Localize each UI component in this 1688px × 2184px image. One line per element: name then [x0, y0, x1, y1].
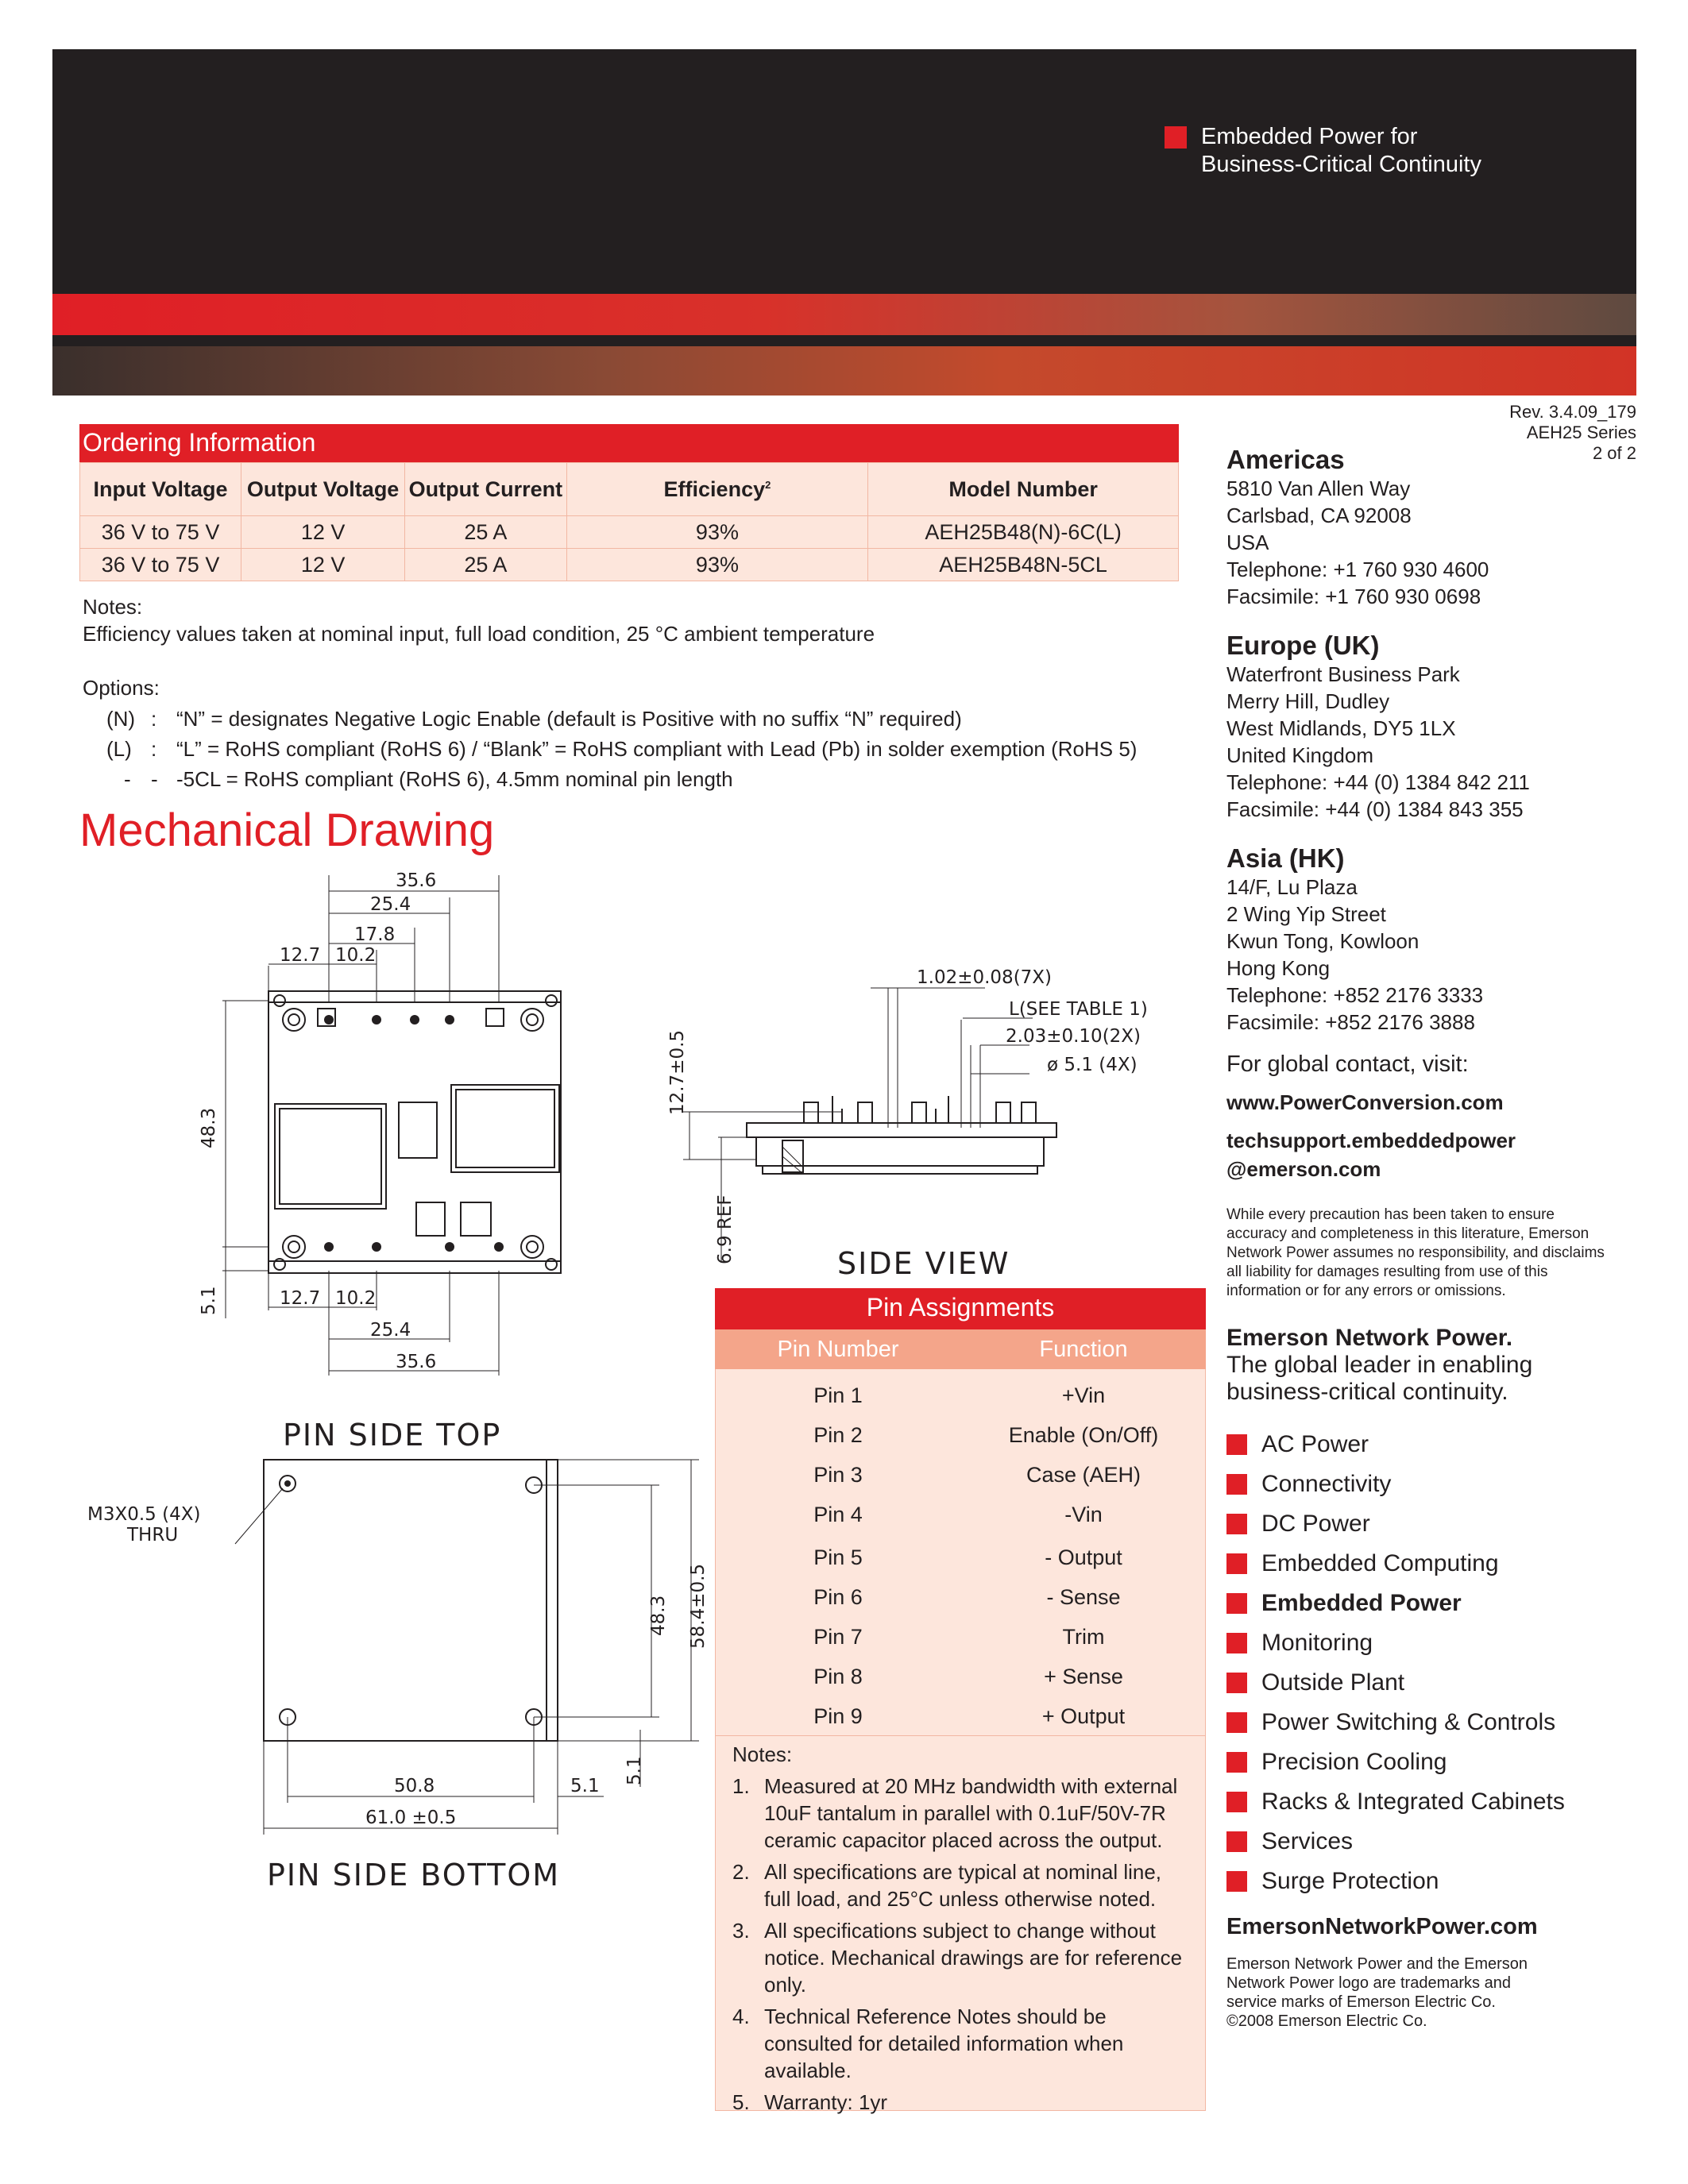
- pin-function: + Sense: [1044, 1665, 1123, 1688]
- table-row: [715, 1658, 1206, 1698]
- pin-number-header: Pin Number: [777, 1337, 899, 1362]
- table-row: [715, 1579, 1206, 1619]
- slogan-line: business-critical continuity.: [1226, 1379, 1508, 1405]
- pin-number: Pin 6: [813, 1585, 863, 1609]
- dim-5-1-bottom: 5.1: [570, 1776, 600, 1796]
- asia-title: Asia (HK): [1226, 843, 1345, 873]
- product-label: Surge Protection: [1261, 1868, 1439, 1894]
- dim-pin-length: L(SEE TABLE 1): [1009, 999, 1148, 1020]
- pin-function: -Vin: [1064, 1503, 1103, 1526]
- col-output-voltage: Output Voltage: [241, 463, 405, 516]
- americas-address: [1226, 475, 1624, 610]
- pin-number: Pin 1: [813, 1383, 863, 1407]
- table-cell: AEH25B48N-5CL: [868, 549, 1179, 581]
- table-row: [715, 1539, 1206, 1579]
- ordering-title: Ordering Information: [83, 428, 316, 457]
- note-line: All specifications are typical at nominal line,: [764, 1860, 1162, 1884]
- table-row: [715, 1496, 1206, 1536]
- address-line: 14/F, Lu Plaza: [1226, 875, 1358, 899]
- red-square-icon: [1226, 1514, 1247, 1534]
- address-line: Merry Hill, Dudley: [1226, 689, 1390, 713]
- pin-function: Enable (On/Off): [1008, 1423, 1159, 1447]
- pin-number: Pin 2: [813, 1423, 863, 1447]
- pin-function: - Sense: [1046, 1585, 1121, 1609]
- americas-title: Americas: [1226, 445, 1345, 474]
- note-line: Technical Reference Notes should be: [764, 2005, 1107, 2028]
- pin-note: [732, 1917, 1201, 1998]
- disclaimer: [1226, 1206, 1624, 1301]
- global-contact-label: For global contact, visit:: [1226, 1051, 1469, 1077]
- option-sep: -: [151, 767, 158, 791]
- red-square-icon: [1226, 1831, 1247, 1852]
- option-sep: :: [151, 737, 157, 761]
- note-line: full load, and 25°C unless otherwise noted.: [764, 1887, 1157, 1911]
- pin-assignments-title: Pin Assignments: [866, 1293, 1055, 1322]
- fax-line: Facsimile: +1 760 930 0698: [1226, 585, 1481, 608]
- red-square-icon: [1226, 1673, 1247, 1693]
- ordering-notes-label: Notes:: [83, 595, 143, 619]
- product-label: Embedded Computing: [1261, 1550, 1499, 1576]
- note-line: only.: [764, 1973, 806, 1997]
- pin-function: +Vin: [1061, 1383, 1106, 1407]
- phone-line: Telephone: +44 (0) 1384 842 211: [1226, 770, 1530, 794]
- note-line: notice. Mechanical drawings are for reference: [764, 1946, 1183, 1970]
- pin-number: Pin 4: [813, 1503, 863, 1526]
- table-cell: AEH25B48(N)-6C(L): [868, 516, 1179, 549]
- efficiency-footnote: 2: [765, 478, 771, 491]
- product-list: [1226, 1430, 1624, 1906]
- pin-function: - Output: [1045, 1545, 1122, 1569]
- trademark-line: Network Power logo are trademarks and: [1226, 1974, 1511, 1992]
- slogan-line: The global leader in enabling: [1226, 1352, 1533, 1378]
- pin-note: [732, 1773, 1201, 1854]
- option-text: “L” = RoHS compliant (RoHS 6) / “Blank” = RoHS compliant with Lead (Pb) in solder exemption (RoHS 5): [176, 737, 1138, 761]
- address-line: USA: [1226, 531, 1269, 554]
- top-view-outline: [268, 991, 561, 1273]
- page-number: 2 of 2: [1592, 443, 1636, 463]
- note-line: All specifications subject to change without: [764, 1919, 1156, 1943]
- red-square-icon: [1226, 1712, 1247, 1733]
- product-label: Connectivity: [1261, 1471, 1392, 1497]
- brand-name: Emerson Network Power.: [1226, 1325, 1513, 1351]
- pin-number: Pin 3: [813, 1463, 863, 1487]
- address-line: 5810 Van Allen Way: [1226, 477, 1411, 500]
- list-item[interactable]: [1226, 1430, 1624, 1469]
- table-cell: 12 V: [241, 516, 405, 549]
- disclaimer-line: Network Power assumes no responsibility, and disclaims: [1226, 1244, 1605, 1261]
- tagline-line: Embedded Power for: [1201, 124, 1418, 149]
- table-cell: 93%: [566, 549, 868, 581]
- header-tagline: [1201, 123, 1481, 179]
- options-label: Options:: [83, 676, 160, 700]
- thread-callout: M3X0.5 (4X): [87, 1504, 201, 1525]
- dim-ref-side: 6.9 REF: [715, 1194, 736, 1264]
- address-line: 2 Wing Yip Street: [1226, 902, 1386, 926]
- pin-note: [732, 1858, 1201, 1912]
- table-cell: 25 A: [405, 516, 567, 549]
- pin-function: + Output: [1041, 1704, 1126, 1728]
- email-line: techsupport.embeddedpower: [1226, 1129, 1516, 1152]
- dim-61-0: 61.0 ±0.5: [365, 1808, 457, 1828]
- dim-10-2-top: 10.2: [335, 945, 377, 966]
- dim-pin-diameter: 1.02±0.08(7X): [917, 967, 1053, 988]
- table-row: [715, 1457, 1206, 1496]
- pin-number: Pin 8: [813, 1665, 863, 1688]
- dim-5-1-top: 5.1: [199, 1286, 219, 1315]
- red-square-icon: [1226, 1633, 1247, 1653]
- dim-height-side: 12.7±0.5: [667, 1029, 688, 1115]
- col-efficiency-label: Efficiency: [663, 477, 766, 501]
- address-line: Kwun Tong, Kowloon: [1226, 929, 1420, 953]
- dim-35-6-top: 35.6: [396, 870, 437, 891]
- product-label: Power Switching & Controls: [1261, 1709, 1556, 1735]
- product-label: AC Power: [1261, 1431, 1369, 1457]
- dim-large-pin: 2.03±0.10(2X): [1006, 1026, 1141, 1047]
- rev-number: Rev. 3.4.09_179: [1509, 402, 1636, 422]
- pin-notes-divider: [715, 1735, 1206, 1736]
- pin-note: [732, 2089, 1201, 2116]
- list-item[interactable]: [1226, 1509, 1624, 1549]
- red-square-icon: [1226, 1434, 1247, 1455]
- table-cell: 36 V to 75 V: [80, 549, 241, 581]
- brand-website-link[interactable]: EmersonNetworkPower.com: [1226, 1914, 1538, 1939]
- dim-10-2-bottom: 10.2: [335, 1288, 377, 1309]
- list-item[interactable]: [1226, 1549, 1624, 1588]
- dim-17-8-top: 17.8: [354, 924, 396, 945]
- series-name: AEH25 Series: [1526, 423, 1636, 442]
- option-code: -: [124, 767, 131, 791]
- address-line: Waterfront Business Park: [1226, 662, 1460, 686]
- list-item[interactable]: [1226, 1707, 1624, 1747]
- thread-callout-thru: THRU: [127, 1525, 179, 1545]
- note-number: 1.: [732, 1774, 750, 1798]
- dim-48-3-top: 48.3: [199, 1107, 219, 1148]
- note-line: consulted for detailed information when: [764, 2032, 1124, 2055]
- trademark-line: ©2008 Emerson Electric Co.: [1226, 2012, 1427, 2030]
- contact-column: [1226, 445, 1624, 2031]
- address-line: United Kingdom: [1226, 743, 1373, 767]
- asia-address: [1226, 874, 1624, 1036]
- note-line: ceramic capacitor placed across the output.: [764, 1828, 1163, 1852]
- red-square-icon: [1226, 1553, 1247, 1574]
- dim-48-3-bottom: 48.3: [648, 1595, 669, 1636]
- trademark-notice: [1226, 1954, 1624, 2031]
- europe-title: Europe (UK): [1226, 631, 1380, 660]
- pin-number: Pin 9: [813, 1704, 863, 1728]
- red-square-icon: [1226, 1474, 1247, 1495]
- disclaimer-line: While every precaution has been taken to ensure: [1226, 1206, 1555, 1223]
- table-row: [715, 1417, 1206, 1457]
- mechanical-drawing-title: Mechanical Drawing: [79, 805, 495, 856]
- table-row: [715, 1377, 1206, 1417]
- tagline-line: Business-Critical Continuity: [1201, 152, 1481, 177]
- note-line: 10uF tantalum in parallel with 0.1uF/50V-7R: [764, 1801, 1166, 1825]
- phone-line: Telephone: +852 2176 3333: [1226, 983, 1484, 1007]
- note-number: 5.: [732, 2090, 750, 2114]
- europe-address: [1226, 661, 1624, 823]
- disclaimer-line: all liability for damages resulting from use of this: [1226, 1264, 1548, 1280]
- note-number: 2.: [732, 1860, 750, 1884]
- note-number: 4.: [732, 2005, 750, 2028]
- pin-function: Case (AEH): [1026, 1463, 1141, 1487]
- top-view-caption: PIN SIDE TOP: [283, 1418, 502, 1453]
- trademark-line: service marks of Emerson Electric Co.: [1226, 1993, 1496, 2011]
- website-link[interactable]: www.PowerConversion.com: [1226, 1090, 1504, 1114]
- product-label: Monitoring: [1261, 1630, 1373, 1656]
- dim-50-8: 50.8: [394, 1776, 435, 1796]
- address-line: Hong Kong: [1226, 956, 1331, 980]
- col-output-current: Output Current: [405, 463, 567, 516]
- option-text: “N” = designates Negative Logic Enable (default is Positive with no suffix “N” required): [176, 707, 962, 731]
- list-item[interactable]: [1226, 1588, 1624, 1628]
- note-line: available.: [764, 2059, 852, 2082]
- pin-note: [732, 2003, 1201, 2084]
- address-line: Carlsbad, CA 92008: [1226, 504, 1412, 527]
- option-code: (L): [106, 737, 132, 761]
- side-view-caption: SIDE VIEW: [837, 1246, 1010, 1281]
- phone-line: Telephone: +1 760 930 4600: [1226, 558, 1489, 581]
- dim-25-4-bottom: 25.4: [370, 1320, 411, 1341]
- col-input-voltage: Input Voltage: [80, 463, 241, 516]
- disclaimer-line: accuracy and completeness in this literature, Emerson: [1226, 1225, 1590, 1242]
- list-item[interactable]: [1226, 1787, 1624, 1827]
- pin-number: Pin 7: [813, 1625, 863, 1649]
- product-label: Precision Cooling: [1261, 1749, 1447, 1775]
- product-label: DC Power: [1261, 1511, 1370, 1537]
- fax-line: Facsimile: +852 2176 3888: [1226, 1010, 1475, 1034]
- red-square-icon: [1226, 1593, 1247, 1614]
- product-label: Racks & Integrated Cabinets: [1261, 1788, 1565, 1815]
- list-item[interactable]: [1226, 1747, 1624, 1787]
- dim-standoff-diameter: ø 5.1 (4X): [1047, 1055, 1138, 1075]
- ordering-notes-text: Efficiency values taken at nominal input, full load condition, 25 °C ambient temperature: [83, 622, 875, 646]
- list-item[interactable]: [1226, 1668, 1624, 1707]
- side-view-board: [756, 1137, 1044, 1166]
- list-item[interactable]: [1226, 1628, 1624, 1668]
- dim-25-4-top: 25.4: [370, 894, 411, 915]
- note-line: Warranty: 1yr: [764, 2090, 888, 2114]
- disclaimer-line: information or for any errors or omissions.: [1226, 1283, 1506, 1299]
- support-email-link[interactable]: [1226, 1126, 1624, 1183]
- table-row: [715, 1619, 1206, 1658]
- red-square-icon: [1226, 1792, 1247, 1812]
- dim-12-7-top: 12.7: [280, 945, 321, 966]
- table-cell: 36 V to 75 V: [80, 516, 241, 549]
- dim-58-4-bottom: 58.4±0.5: [688, 1563, 709, 1649]
- bottom-view-outline: [264, 1460, 558, 1741]
- table-row: [715, 1698, 1206, 1738]
- option-code: (N): [106, 707, 136, 731]
- pin-notes-label: Notes:: [732, 1742, 793, 1766]
- dim-5-1-side: 5.1: [624, 1756, 645, 1785]
- note-line: Measured at 20 MHz bandwidth with external: [764, 1774, 1178, 1798]
- dim-12-7-bottom: 12.7: [280, 1288, 321, 1309]
- table-cell: 93%: [566, 516, 868, 549]
- product-label-active: Embedded Power: [1261, 1590, 1462, 1616]
- fax-line: Facsimile: +44 (0) 1384 843 355: [1226, 797, 1524, 821]
- bottom-view-caption: PIN SIDE BOTTOM: [267, 1858, 561, 1893]
- table-cell: 12 V: [241, 549, 405, 581]
- note-number: 3.: [732, 1919, 750, 1943]
- pin-number: Pin 5: [813, 1545, 863, 1569]
- red-square-icon: [1226, 1871, 1247, 1892]
- trademark-line: Emerson Network Power and the Emerson: [1226, 1955, 1528, 1973]
- col-model-number: Model Number: [868, 463, 1179, 516]
- product-label: Services: [1261, 1828, 1354, 1854]
- option-sep: :: [151, 707, 157, 731]
- address-line: West Midlands, DY5 1LX: [1226, 716, 1456, 740]
- list-item[interactable]: [1226, 1469, 1624, 1509]
- brand-slogan: [1226, 1352, 1624, 1406]
- red-square-icon: [1226, 1752, 1247, 1773]
- pin-function: Trim: [1062, 1625, 1105, 1649]
- email-line: @emerson.com: [1226, 1157, 1381, 1181]
- pin-function-header: Function: [1039, 1337, 1128, 1362]
- option-text: -5CL = RoHS compliant (RoHS 6), 4.5mm nominal pin length: [176, 767, 733, 791]
- table-cell: 25 A: [405, 549, 567, 581]
- dim-35-6-bottom: 35.6: [396, 1352, 437, 1372]
- list-item[interactable]: [1226, 1866, 1624, 1906]
- product-label: Outside Plant: [1261, 1669, 1405, 1696]
- pin-notes-list: [732, 1773, 1201, 2116]
- list-item[interactable]: [1226, 1827, 1624, 1866]
